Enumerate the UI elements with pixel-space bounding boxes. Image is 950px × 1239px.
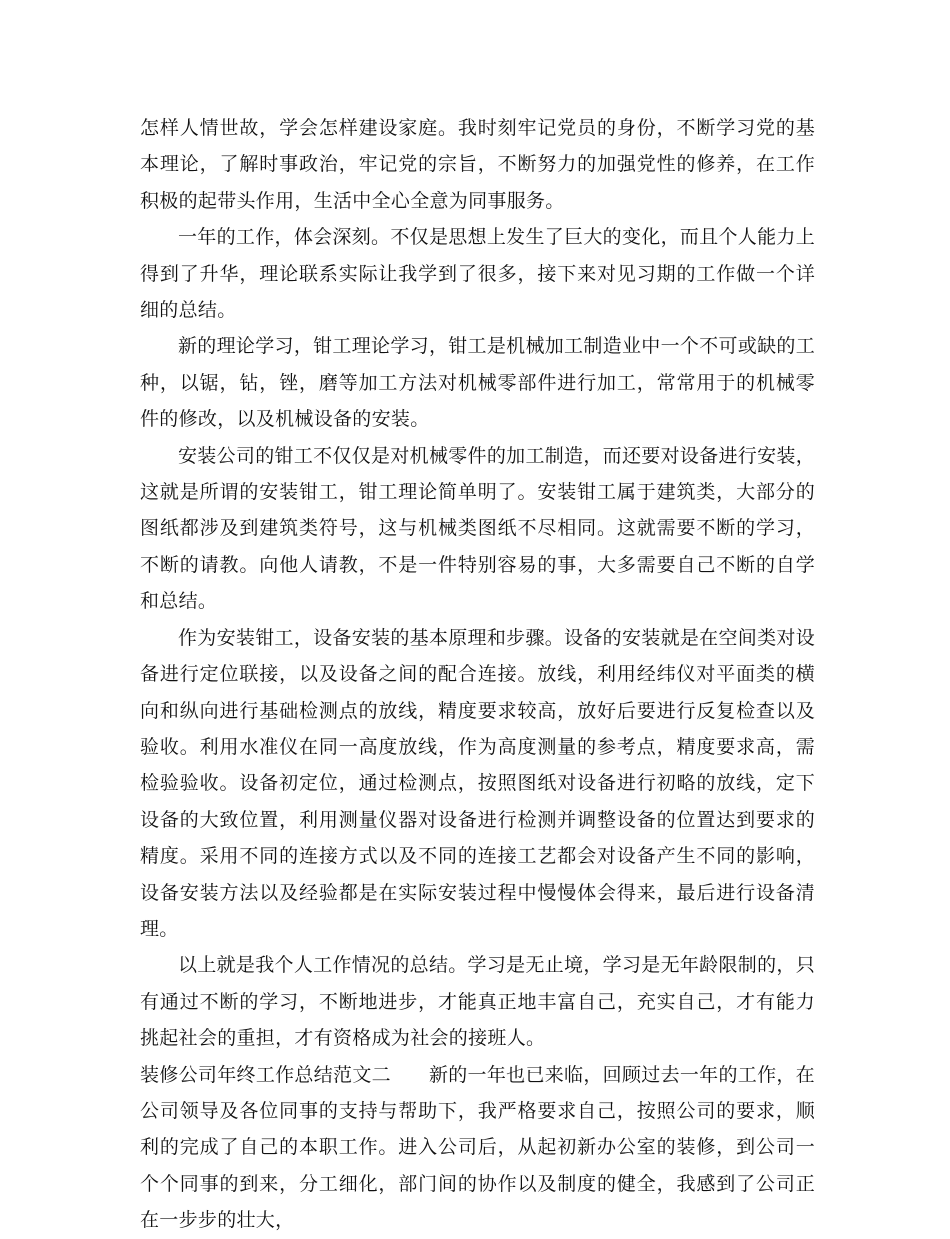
section-two-text: 新的一年也已来临，回顾过去一年的工作，在公司领导及各位同事的支持与帮助下，我严格要求自己，按照公司的要求，顺利的完成了自己的本职工作。进入公司后，从起初新办公室的装修，到公司一个个同事的到来，分工细化，部门间的协作以及制度的健全，我感到了公司正在一步步的壮大， <box>140 1063 815 1232</box>
paragraph-3: 新的理论学习，钳工理论学习，钳工是机械加工制造业中一个不可或缺的工种，以锯，钻，锉，磨等加工方法对机械零部件进行加工，常常用于的机械零件的修改，以及机械设备的安装。 <box>140 335 815 431</box>
section-two-heading: 装修公司年终工作总结范文二 <box>140 1063 391 1086</box>
document-body <box>140 110 815 1239</box>
paragraph-2: 一年的工作，体会深刻。不仅是思想上发生了巨大的变化，而且个人能力上得到了升华，理论联系实际让我学到了很多，接下来对见习期的工作做一个详细的总结。 <box>140 226 815 322</box>
paragraph-5: 作为安装钳工，设备安装的基本原理和步骤。设备的安装就是在空间类对设备进行定位联接，以及设备之间的配合连接。放线，利用经纬仪对平面类的横向和纵向进行基础检测点的放线，精度要求较高，放好后要进行反复检查以及验收。利用水准仪在同一高度放线，作为高度测量的参考点，精度要求高，需检验验收。设备初定位，通过检测点，按照图纸对设备进行初略的放线，定下设备的大致位置，利用测量仪器对设备进行检测并调整设备的位置达到要求的精度。采用不同的连接方式以及不同的连接工艺都会对设备产生不同的影响，设备安装方法以及经验都是在实际安装过程中慢慢体会得来，最后进行设备清理。 <box>140 626 815 940</box>
paragraph-4: 安装公司的钳工不仅仅是对机械零件的加工制造，而还要对设备进行安装，这就是所谓的安装钳工，钳工理论简单明了。安装钳工属于建筑类，大部分的图纸都涉及到建筑类符号，这与机械类图纸不尽相同。这就需要不断的学习，不断的请教。向他人请教，不是一件特别容易的事，大多需要自己不断的自学和总结。 <box>140 444 815 613</box>
paragraph-1: 怎样人情世故，学会怎样建设家庭。我时刻牢记党员的身份，不断学习党的基本理论，了解时事政治，牢记党的宗旨，不断努力的加强党性的修养，在工作积极的起带头作用，生活中全心全意为同事服务。 <box>140 117 815 212</box>
section-two-paragraph <box>140 1057 815 1239</box>
paragraph-6: 以上就是我个人工作情况的总结。学习是无止境，学习是无年龄限制的，只有通过不断的学习，不断地进步，才能真正地丰富自己，充实自己，才有能力挑起社会的重担，才有资格成为社会的接班人。 <box>140 954 815 1050</box>
